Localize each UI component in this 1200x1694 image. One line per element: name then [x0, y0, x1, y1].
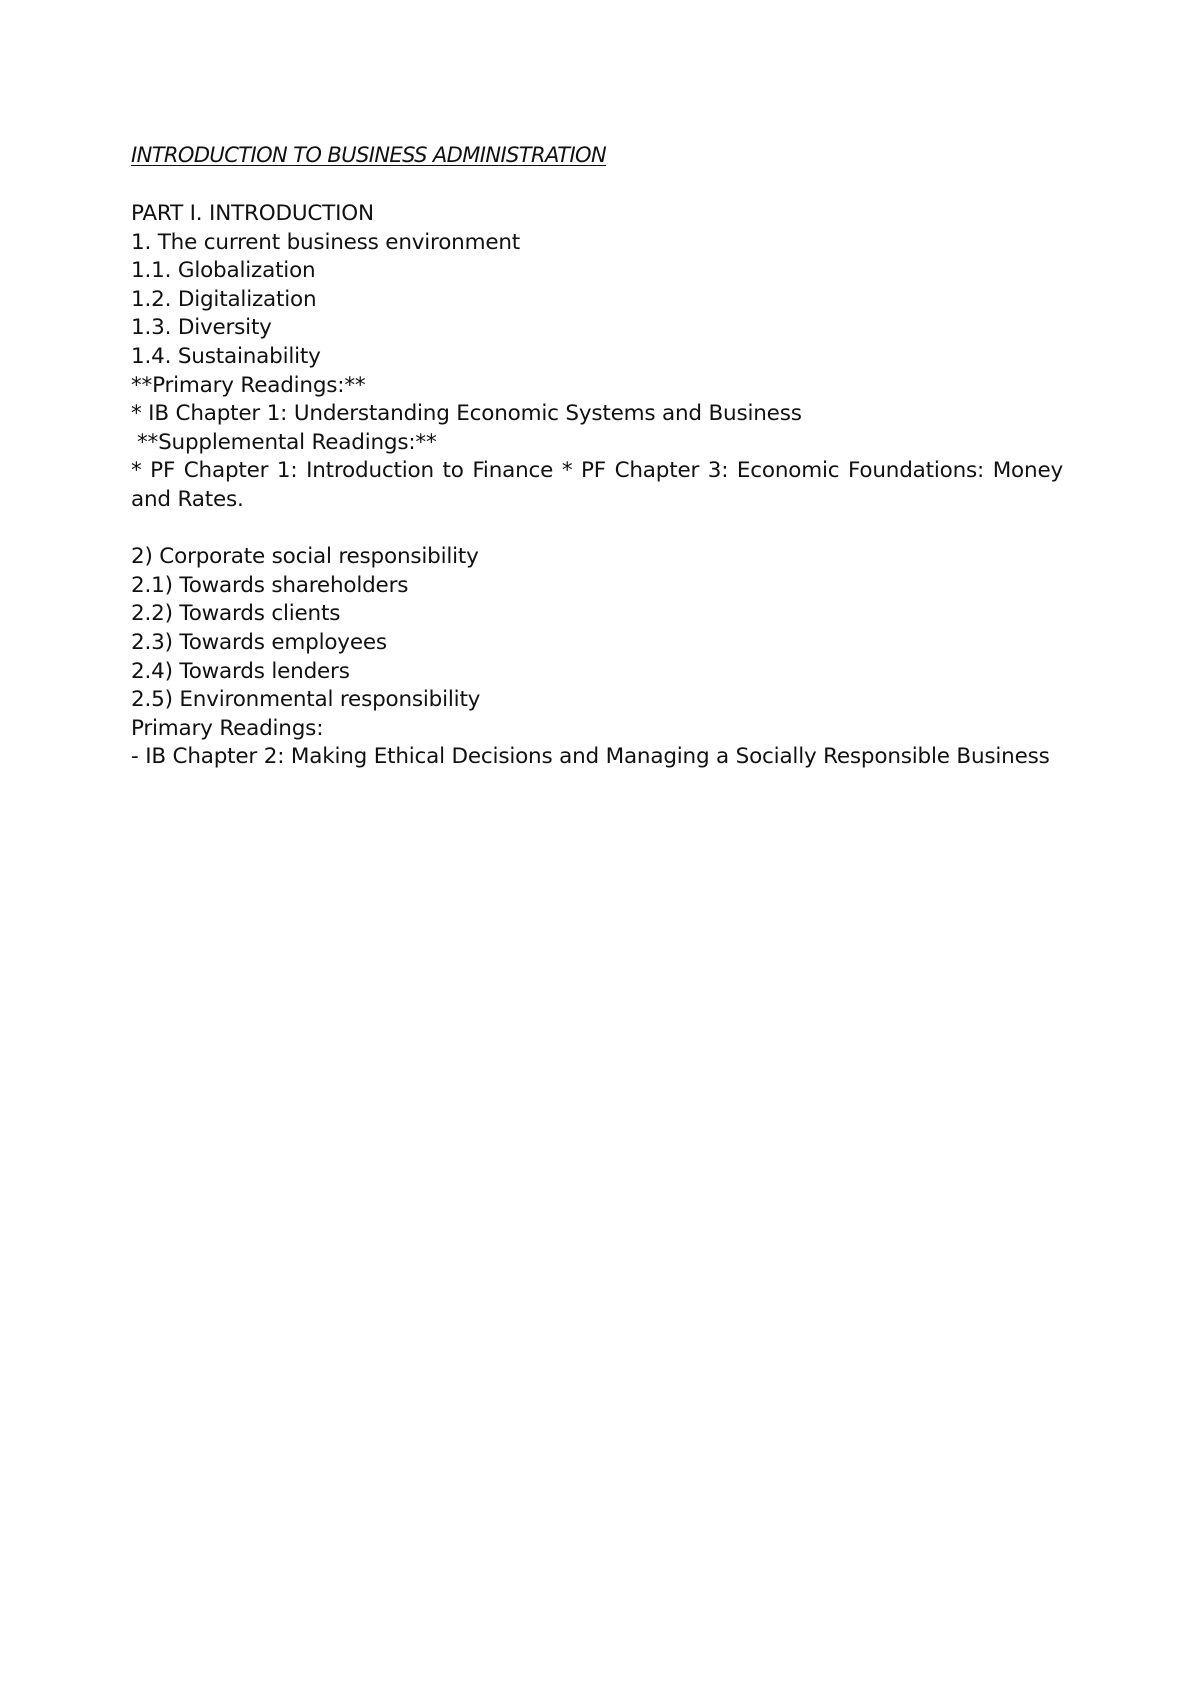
section-2-item: 2.2) Towards clients — [131, 601, 341, 627]
primary-reading-entry: * IB Chapter 1: Understanding Economic Systems and Business — [131, 401, 802, 427]
section-2-primary-readings-label: Primary Readings: — [131, 715, 324, 741]
section-2-primary-reading-entry: - IB Chapter 2: Making Ethical Decisions and Managing a Socially Responsible Business — [131, 744, 1050, 770]
supplemental-reading-entry: * PF Chapter 1: Introduction to Finance * PF Chapter 3: Economic Foundations: Money and Rates. — [131, 458, 1063, 512]
section-1-item: 1.2. Digitalization — [131, 286, 317, 312]
section-1-item: 1.4. Sustainability — [131, 343, 321, 369]
document-title: INTRODUCTION TO BUSINESS ADMINISTRATION — [131, 143, 607, 167]
section-1-item: 1.1. Globalization — [131, 258, 316, 284]
primary-readings-label: **Primary Readings:** — [131, 372, 366, 398]
section-1-heading: 1. The current business environment — [131, 229, 521, 255]
section-2-item: 2.5) Environmental responsibility — [131, 687, 481, 713]
section-2-item: 2.4) Towards lenders — [131, 658, 350, 684]
supplemental-readings-label: **Supplemental Readings:** — [137, 429, 437, 455]
section-1-item: 1.3. Diversity — [131, 315, 272, 341]
section-2-item: 2.3) Towards employees — [131, 629, 387, 655]
section-2-item: 2.1) Towards shareholders — [131, 572, 409, 598]
document-body — [131, 200, 1063, 772]
paragraph-spacer — [131, 515, 1063, 544]
section-2-heading: 2) Corporate social responsibility — [131, 544, 479, 570]
part-heading: PART I. INTRODUCTION — [131, 201, 374, 226]
